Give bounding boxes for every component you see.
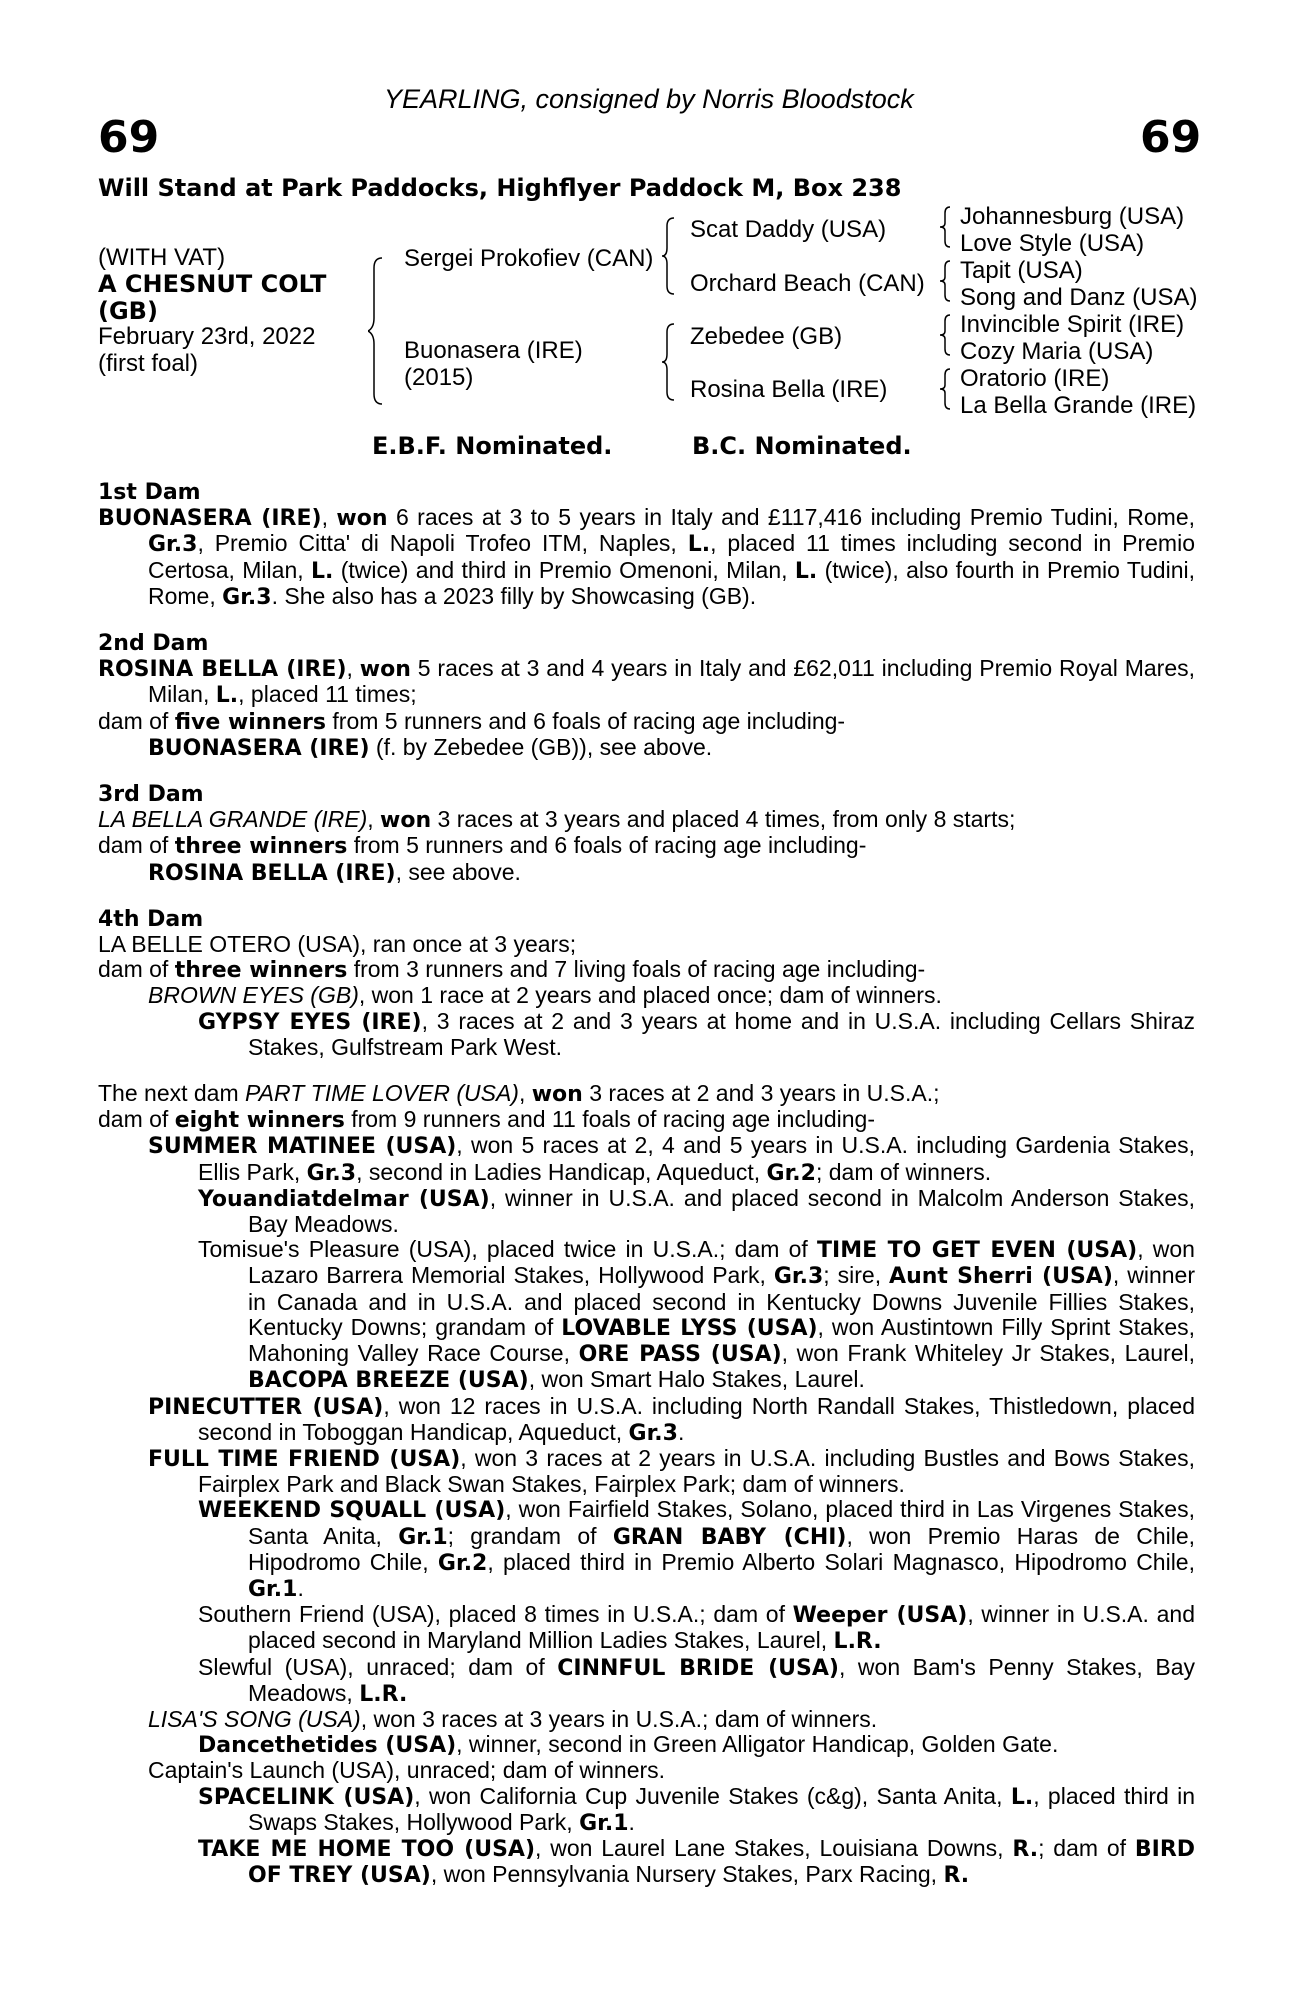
text-run: , won Fairfield Stakes, Solano, placed third in Las Virgenes Stakes, Santa Anita, bbox=[248, 1496, 1195, 1549]
pedigree-sire: Sergei Prokofiev (CAN) bbox=[404, 245, 654, 272]
pedigree-paragraph bbox=[98, 1784, 1195, 1836]
text-run: , won 5 races at 2, 4 and 5 years in U.S.A. including Gardenia Stakes, Ellis Park, bbox=[198, 1132, 1195, 1185]
lot-number-left: 69 bbox=[98, 112, 160, 163]
bold-text: BUONASERA (IRE) bbox=[98, 506, 322, 532]
text-run: (f. by Zebedee (GB)), see above. bbox=[369, 733, 713, 760]
text-run: , winner, second in Green Alligator Handicap, Golden Gate. bbox=[456, 1731, 1059, 1758]
text-run: , won Austintown Filly Sprint Stakes, Mahoning Valley Race Course, bbox=[248, 1313, 1195, 1367]
text-run: , see above. bbox=[395, 858, 521, 885]
pedigree-paragraph bbox=[98, 1186, 1195, 1237]
bold-text: L. bbox=[310, 558, 334, 584]
stand-location: Will Stand at Park Paddocks, Highflyer Paddock M, Box 238 bbox=[98, 174, 902, 202]
pedigree-paragraph bbox=[98, 1758, 1195, 1783]
bold-text: TIME TO GET EVEN (USA) bbox=[817, 1238, 1138, 1264]
text-run: , bbox=[346, 655, 360, 682]
pedigree-paragraph bbox=[98, 1497, 1195, 1602]
section-heading: 4th Dam bbox=[98, 906, 204, 932]
bold-text: Gr.3 bbox=[773, 1264, 824, 1290]
bold-text: Gr.3 bbox=[222, 584, 272, 610]
bold-text: three winners bbox=[174, 958, 348, 984]
text-run: , won 3 races at 2 years in U.S.A. including Bustles and Bows Stakes, Fairplex Park and Black Swan Stakes, Fairplex Park; dam of winners. bbox=[198, 1444, 1195, 1498]
italic-text: LA BELLA GRANDE (IRE) bbox=[98, 806, 368, 833]
text-run: from 9 runners and 11 foals of racing age including- bbox=[344, 1106, 875, 1133]
text-run: dam of bbox=[98, 956, 175, 983]
text-run: , won 3 races at 3 years in U.S.A.; dam of winners. bbox=[360, 1705, 878, 1732]
pedigree-paragraph bbox=[98, 1836, 1195, 1888]
lot-number-right: 69 bbox=[1140, 112, 1202, 163]
bold-text: Aunt Sherri (USA) bbox=[889, 1264, 1113, 1290]
text-run: , winner in U.S.A. and placed second in Maryland Million Ladies Stakes, Laurel, bbox=[248, 1601, 1195, 1654]
vat-note: (WITH VAT) bbox=[98, 244, 226, 271]
text-run: from 3 runners and 7 living foals of racing age including- bbox=[347, 956, 926, 983]
text-run: . bbox=[628, 1808, 635, 1835]
italic-text: PART TIME LOVER (USA) bbox=[245, 1080, 519, 1107]
text-run: ; dam of bbox=[1038, 1834, 1135, 1861]
pedigree-brace-sd bbox=[940, 259, 954, 303]
text-run: , winner in Canada and in U.S.A. and placed second in Kentucky Downs Juvenile Fillies Stakes, Kentucky Downs; grandam of bbox=[248, 1262, 1195, 1340]
text-run: from 5 runners and 6 foals of racing age including- bbox=[347, 832, 867, 859]
text-run: The next dam bbox=[98, 1080, 246, 1107]
text-run: 3 races at 3 years and placed 4 times, from only 8 starts; bbox=[431, 806, 1016, 833]
consignment-line: YEARLING, consigned by Norris Bloodstock bbox=[384, 84, 914, 114]
pedigree-paragraph bbox=[98, 1707, 1195, 1732]
bold-text: won bbox=[359, 657, 411, 683]
bold-text: five winners bbox=[174, 709, 327, 735]
text-run: , won Premio Haras de Chile, Hipodromo Chile, bbox=[248, 1522, 1196, 1575]
text-run: , bbox=[518, 1080, 532, 1107]
text-run: from 5 runners and 6 foals of racing age including- bbox=[326, 707, 846, 734]
text-run: (twice), also fourth in Premio Tudini, Rome, bbox=[148, 556, 1195, 609]
section-heading: 1st Dam bbox=[98, 480, 201, 505]
text-run: , won Frank Whiteley Jr Stakes, Laurel, bbox=[781, 1340, 1195, 1367]
pedigree-paragraph bbox=[98, 656, 1195, 708]
text-run: , placed 11 times; bbox=[238, 681, 417, 708]
bold-text: PINECUTTER (USA) bbox=[148, 1394, 384, 1420]
text-run: , 3 races at 2 and 3 years at home and in U.S.A. including Cellars Shiraz Stakes, Gulfstream Park West. bbox=[248, 1007, 1195, 1060]
text-run: . bbox=[677, 1418, 685, 1445]
pedigree-paragraph bbox=[98, 833, 1195, 859]
dam-section bbox=[98, 631, 1195, 761]
pedigree-paragraph bbox=[98, 709, 1195, 735]
text-run: Tomisue's Pleasure (USA), placed twice in U.S.A.; dam of bbox=[198, 1236, 818, 1263]
text-run: Southern Friend (USA), placed 8 times in U.S.A.; dam of bbox=[198, 1601, 793, 1628]
pedigree-paragraph bbox=[98, 860, 1195, 886]
pedigree-paragraph bbox=[98, 505, 1195, 610]
bold-text: LOVABLE LYSS (USA) bbox=[561, 1315, 818, 1341]
pedigree-dss: Invincible Spirit (IRE) bbox=[960, 311, 1185, 338]
pedigree-paragraph bbox=[98, 1133, 1195, 1185]
bold-text: Gr.3 bbox=[148, 532, 198, 558]
text-run: . bbox=[297, 1574, 304, 1601]
bold-text: BACOPA BREEZE (USA) bbox=[248, 1368, 529, 1394]
pedigree-paragraph bbox=[98, 957, 1195, 983]
text-run: , placed 11 times including second in Premio Certosa, Milan, bbox=[148, 530, 1195, 583]
pedigree-paragraph bbox=[98, 1655, 1195, 1707]
italic-text: LISA'S SONG (USA) bbox=[148, 1705, 361, 1732]
pedigree-paragraph bbox=[98, 1009, 1195, 1060]
pedigree-brace-sire bbox=[662, 216, 678, 296]
bold-text: Gr.3 bbox=[628, 1420, 678, 1446]
text-run: ; dam of winners. bbox=[815, 1158, 992, 1185]
pedigree-brace-ds bbox=[940, 313, 954, 357]
bc-nomination: B.C. Nominated. bbox=[692, 432, 912, 460]
bold-text: L. bbox=[215, 683, 239, 709]
bold-text: Dancethetides (USA) bbox=[198, 1733, 457, 1759]
bold-text: won bbox=[531, 1082, 583, 1108]
bold-text: Gr.3 bbox=[306, 1160, 357, 1186]
text-run: ; sire, bbox=[823, 1262, 890, 1289]
bold-text: Gr.1 bbox=[579, 1810, 629, 1836]
bold-text: TAKE ME HOME TOO (USA) bbox=[198, 1836, 535, 1862]
pedigree-paragraph bbox=[98, 1237, 1195, 1393]
pedigree-paragraph bbox=[98, 1107, 1195, 1133]
dam-section bbox=[98, 480, 1195, 610]
text-run: 6 races at 3 to 5 years in Italy and £117,416 including Premio Tudini, Rome, bbox=[387, 504, 1195, 531]
text-run: , Premio Citta' di Napoli Trofeo ITM, Naples, bbox=[197, 530, 688, 557]
dam-section bbox=[98, 907, 1195, 1060]
pedigree-dam-dam: Rosina Bella (IRE) bbox=[690, 376, 888, 403]
bold-text: L. bbox=[1010, 1784, 1034, 1810]
text-run: 3 races at 2 and 3 years in U.S.A.; bbox=[582, 1080, 940, 1107]
foaling-date: February 23rd, 2022 bbox=[98, 323, 316, 350]
pedigree-paragraph bbox=[98, 807, 1195, 833]
text-run: , second in Ladies Handicap, Aqueduct, bbox=[356, 1158, 767, 1185]
text-run: , placed third in Premio Alberto Solari Magnasco, Hipodromo Chile, bbox=[487, 1548, 1195, 1575]
bold-text: WEEKEND SQUALL (USA) bbox=[198, 1498, 506, 1524]
lot-name: A CHESNUT COLT bbox=[98, 270, 327, 298]
bold-text: SPACELINK (USA) bbox=[198, 1784, 415, 1810]
bold-text: R. bbox=[1012, 1836, 1039, 1862]
text-run: , bbox=[367, 806, 381, 833]
bold-text: R. bbox=[943, 1863, 970, 1889]
bold-text: CINNFUL BRIDE (USA) bbox=[557, 1655, 839, 1681]
pedigree-ddd: La Bella Grande (IRE) bbox=[960, 392, 1197, 419]
pedigree-paragraph bbox=[98, 1081, 1195, 1107]
pedigree-brace-main bbox=[368, 256, 388, 406]
pedigree-dam-year: (2015) bbox=[404, 364, 474, 391]
bold-text: Gr.1 bbox=[248, 1576, 298, 1602]
bold-text: ROSINA BELLA (IRE) bbox=[98, 657, 347, 683]
bold-text: SUMMER MATINEE (USA) bbox=[148, 1134, 457, 1160]
text-run: , placed third in Swaps Stakes, Hollywood Park, bbox=[248, 1782, 1196, 1835]
bold-text: FULL TIME FRIEND (USA) bbox=[148, 1446, 461, 1472]
text-run: Captain's Launch (USA), unraced; dam of winners. bbox=[148, 1757, 666, 1784]
foal-note: (first foal) bbox=[98, 350, 199, 377]
pedigree-sdd: Song and Danz (USA) bbox=[960, 284, 1198, 311]
bold-text: ORE PASS (USA) bbox=[578, 1342, 782, 1368]
pedigree-dam-sire: Zebedee (GB) bbox=[690, 323, 843, 350]
bold-text: Youandiatdelmar (USA) bbox=[198, 1186, 490, 1212]
pedigree-ssd: Love Style (USA) bbox=[960, 230, 1145, 257]
pedigree-sss: Johannesburg (USA) bbox=[960, 203, 1185, 230]
bold-text: L.R. bbox=[833, 1629, 882, 1655]
text-run: , won California Cup Juvenile Stakes (c&g), Santa Anita, bbox=[414, 1782, 1011, 1809]
text-run: , won 12 races in U.S.A. including North Randall Stakes, Thistledown, placed second in Toboggan Handicap, Aqueduct, bbox=[198, 1392, 1195, 1445]
text-run: dam of bbox=[98, 832, 175, 859]
bold-text: won bbox=[380, 808, 432, 834]
text-run: . She also has a 2023 filly by Showcasing (GB). bbox=[271, 582, 757, 609]
catalogue-body bbox=[98, 480, 1195, 1888]
bold-text: eight winners bbox=[174, 1108, 345, 1134]
section-heading: 2nd Dam bbox=[98, 631, 209, 657]
pedigree-brace-dam bbox=[662, 322, 678, 402]
pedigree-dds: Oratorio (IRE) bbox=[960, 365, 1110, 392]
text-run: 5 races at 3 and 4 years in Italy and £62,011 including Premio Royal Mares, Milan, bbox=[148, 655, 1195, 708]
pedigree-sire-sire: Scat Daddy (USA) bbox=[690, 216, 887, 243]
bold-text: BUONASERA (IRE) bbox=[148, 735, 370, 761]
bold-text: L.R. bbox=[359, 1681, 408, 1707]
bold-text: BIRD OF TREY (USA) bbox=[248, 1836, 1196, 1889]
text-run: , winner in U.S.A. and placed second in Malcolm Anderson Stakes, Bay Meadows. bbox=[248, 1184, 1195, 1238]
dam-section bbox=[98, 782, 1195, 886]
pedigree-paragraph bbox=[98, 1446, 1195, 1497]
bold-text: won bbox=[336, 506, 388, 532]
text-run: LA BELLE OTERO (USA), ran once at 3 years; bbox=[98, 931, 577, 958]
lot-name-country: (GB) bbox=[98, 297, 158, 325]
section-heading: 3rd Dam bbox=[98, 782, 204, 808]
bold-text: Gr.1 bbox=[398, 1524, 448, 1550]
italic-text: BROWN EYES (GB) bbox=[148, 982, 359, 1009]
text-run: Slewful (USA), unraced; dam of bbox=[198, 1653, 558, 1680]
text-run: (twice) and third in Premio Omenoni, Milan, bbox=[333, 556, 795, 583]
text-run: dam of bbox=[98, 1106, 175, 1133]
bold-text: Gr.2 bbox=[437, 1550, 488, 1576]
bold-text: Weeper (USA) bbox=[792, 1603, 968, 1629]
ebf-nomination: E.B.F. Nominated. bbox=[372, 432, 613, 460]
dam-section bbox=[98, 1081, 1195, 1888]
text-run: ; grandam of bbox=[447, 1522, 613, 1549]
pedigree-paragraph bbox=[98, 983, 1195, 1008]
pedigree-paragraph bbox=[98, 1602, 1195, 1654]
text-run: , won Smart Halo Stakes, Laurel. bbox=[528, 1366, 865, 1393]
bold-text: Gr.2 bbox=[766, 1160, 816, 1186]
text-run: , won Bam's Penny Stakes, Bay Meadows, bbox=[248, 1653, 1195, 1706]
text-run: dam of bbox=[98, 707, 175, 734]
bold-text: GRAN BABY (CHI) bbox=[612, 1524, 847, 1550]
pedigree-paragraph bbox=[98, 1732, 1195, 1758]
pedigree-dam: Buonasera (IRE) bbox=[404, 337, 583, 364]
bold-text: L. bbox=[794, 558, 818, 584]
pedigree-brace-ss bbox=[940, 205, 954, 249]
pedigree-paragraph bbox=[98, 1394, 1195, 1446]
text-run: , won Pennsylvania Nursery Stakes, Parx Racing, bbox=[430, 1861, 944, 1888]
pedigree-dsd: Cozy Maria (USA) bbox=[960, 338, 1154, 365]
bold-text: three winners bbox=[174, 834, 348, 860]
pedigree-sire-dam: Orchard Beach (CAN) bbox=[690, 270, 925, 297]
text-run: , won Laurel Lane Stakes, Louisiana Downs, bbox=[535, 1834, 1013, 1861]
pedigree-paragraph bbox=[98, 735, 1195, 761]
text-run: , bbox=[321, 504, 337, 531]
bold-text: GYPSY EYES (IRE) bbox=[198, 1009, 422, 1035]
text-run: , won 1 race at 2 years and placed once; dam of winners. bbox=[358, 982, 942, 1009]
pedigree-brace-dd bbox=[940, 367, 954, 411]
pedigree-sds: Tapit (USA) bbox=[960, 257, 1083, 284]
bold-text: ROSINA BELLA (IRE) bbox=[148, 860, 396, 886]
text-run: , won Lazaro Barrera Memorial Stakes, Hollywood Park, bbox=[248, 1236, 1195, 1289]
pedigree-paragraph bbox=[98, 932, 1195, 957]
bold-text: L. bbox=[687, 532, 711, 558]
